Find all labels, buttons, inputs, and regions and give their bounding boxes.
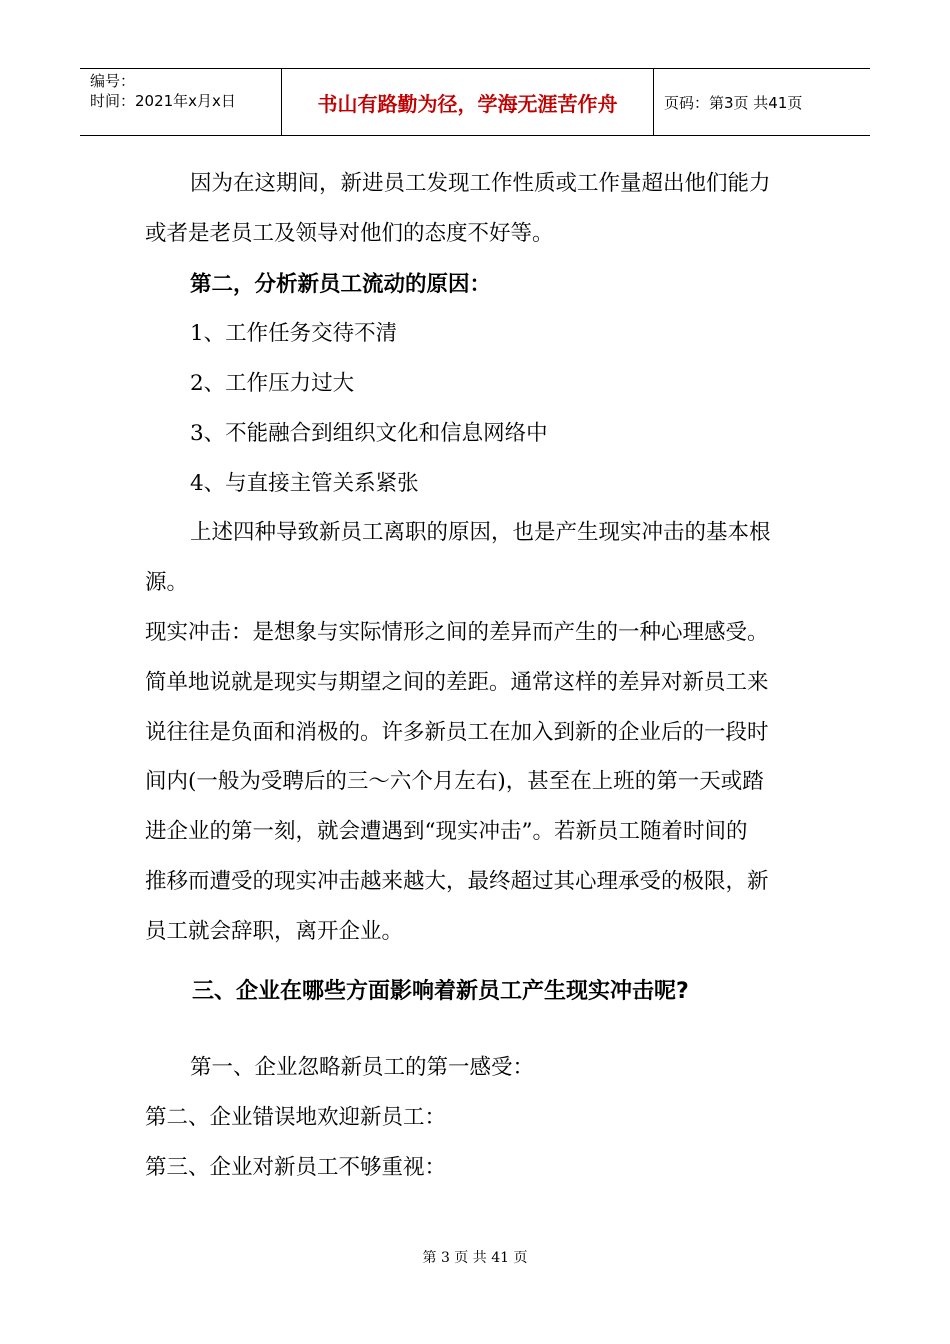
- paragraph-line: 间内(一般为受聘后的三～六个月左右)，甚至在上班的第一天或踏: [145, 769, 764, 794]
- header-page-info: 页码：第3页 共41页: [664, 93, 803, 112]
- paragraph-line: 推移而遭受的现实冲击越来越大，最终超过其心理承受的极限，新: [145, 869, 769, 894]
- list-item: 第三、企业对新员工不够重视：: [145, 1155, 447, 1180]
- code-label: 编号：: [90, 72, 136, 90]
- paragraph-line: 现实冲击：是想象与实际情形之间的差异而产生的一种心理感受。: [145, 620, 769, 645]
- header-meta-cell: [80, 69, 282, 135]
- paragraph-line: 因为在这期间，新进员工发现工作性质或工作量超出他们能力: [190, 171, 771, 196]
- paragraph-line: 上述四种导致新员工离职的原因，也是产生现实冲击的基本根: [190, 520, 771, 545]
- document-header: [80, 68, 870, 136]
- reason-item: 4、与直接主管关系紧张: [190, 471, 419, 496]
- list-item: 第一、企业忽略新员工的第一感受：: [190, 1055, 535, 1080]
- page-footer: 第 3 页 共 41 页: [422, 1250, 528, 1266]
- reason-item: 3、不能融合到组织文化和信息网络中: [190, 421, 548, 446]
- date-label: 时间：2021年x月x日: [90, 92, 236, 110]
- list-item: 第二、企业错误地欢迎新员工：: [145, 1105, 447, 1130]
- paragraph-line: 说往往是负面和消极的。许多新员工在加入到新的企业后的一段时: [145, 720, 769, 745]
- reason-item: 1、工作任务交待不清: [190, 321, 398, 346]
- paragraph-line: 员工就会辞职，离开企业。: [145, 919, 404, 944]
- paragraph-line: 进企业的第一刻，就会遭遇到“现实冲击”。若新员工随着时间的: [145, 819, 748, 844]
- section-heading: 三、企业在哪些方面影响着新员工产生现实冲击呢?: [192, 979, 689, 1004]
- paragraph-line: 源。: [145, 570, 189, 595]
- paragraph-line: 简单地说就是现实与期望之间的差距。通常这样的差异对新员工来: [145, 670, 769, 695]
- header-motto: 书山有路勤为径，学海无涯苦作舟: [282, 69, 654, 135]
- paragraph-line: 或者是老员工及领导对他们的态度不好等。: [145, 221, 554, 246]
- section-title: 第二，分析新员工流动的原因：: [190, 272, 492, 297]
- reason-item: 2、工作压力过大: [190, 371, 355, 396]
